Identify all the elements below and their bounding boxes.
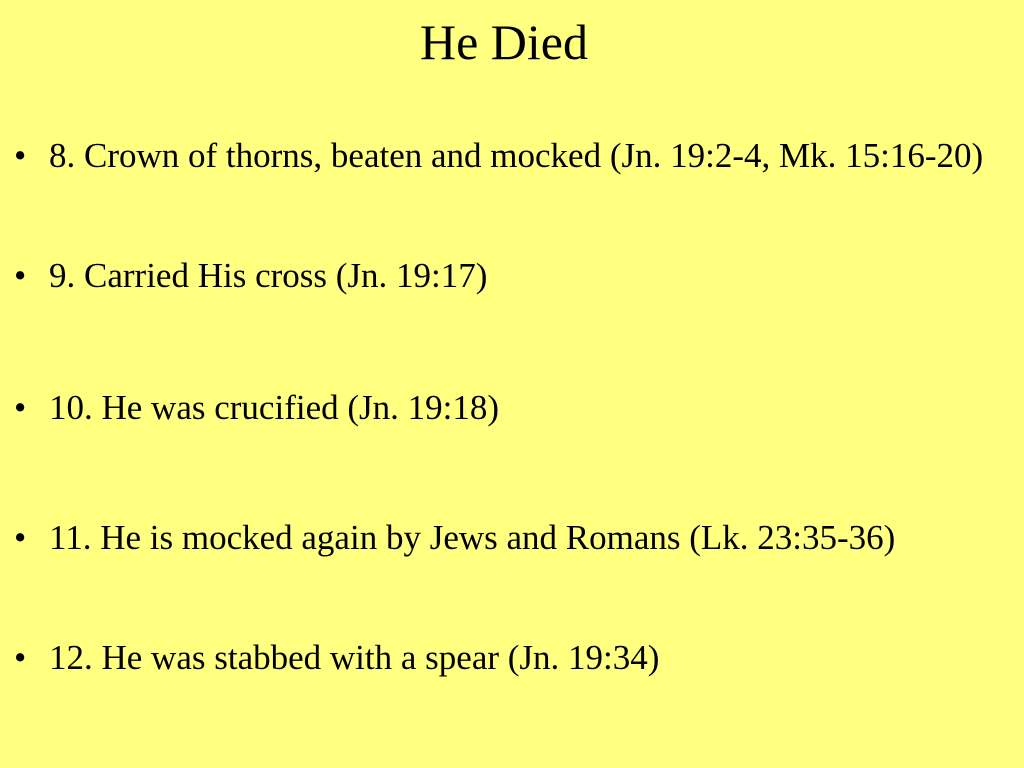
bullet-text: 9. Carried His cross (Jn. 19:17): [49, 256, 488, 295]
bullet-icon: •: [14, 638, 27, 677]
slide-title: He Died: [420, 14, 588, 70]
bullet-icon: •: [14, 136, 27, 175]
bullet-icon: •: [14, 388, 27, 427]
bullet-text: 8. Crown of thorns, beaten and mocked (Jn. 19:2-4, Mk. 15:16-20): [49, 136, 984, 175]
bullet-icon: •: [14, 518, 27, 557]
bullet-icon: •: [14, 256, 27, 295]
bullet-item: [14, 637, 1004, 679]
bullet-item: [14, 517, 1004, 559]
bullet-text: 12. He was stabbed with a spear (Jn. 19:34): [49, 638, 660, 677]
bullet-item: [14, 255, 1004, 297]
bullet-text: 10. He was crucified (Jn. 19:18): [49, 388, 500, 427]
bullet-item: [14, 135, 1004, 177]
bullet-item: [14, 387, 1004, 429]
bullet-text: 11. He is mocked again by Jews and Romans (Lk. 23:35-36): [49, 518, 896, 557]
